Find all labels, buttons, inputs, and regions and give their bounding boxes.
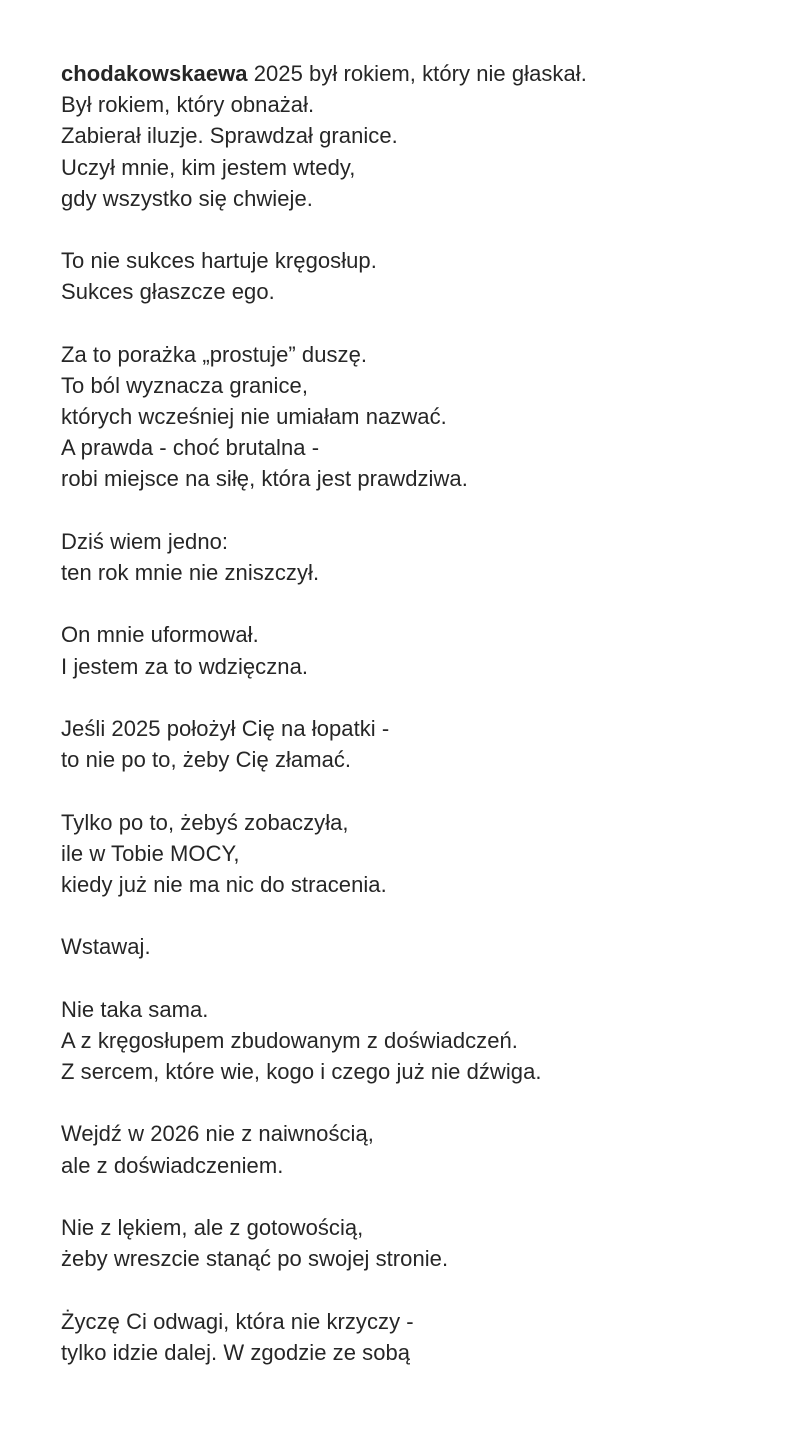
- caption-line: Zabierał iluzje. Sprawdzał granice.: [61, 123, 398, 149]
- stanza-break: [61, 682, 761, 713]
- caption-text: 2025 był rokiem, który nie głaskał.: [253, 61, 587, 86]
- caption-line: Tylko po to, żebyś zobaczyła,: [61, 809, 349, 835]
- caption-line: Jeśli 2025 położył Cię na łopatki -: [61, 715, 390, 741]
- caption-line: Wejdź w 2026 nie z naiwnością,: [61, 1121, 374, 1147]
- caption-line: robi miejsce na siłę, która jest prawdziwa.: [61, 466, 468, 492]
- caption-line: Życzę Ci odwagi, która nie krzyczy -: [61, 1308, 414, 1334]
- caption-line: gdy wszystko się chwieje.: [61, 185, 313, 211]
- caption-line: [61, 58, 761, 89]
- caption-line: Dziś wiem jedno:: [61, 528, 229, 554]
- stanza-break: [61, 588, 761, 619]
- caption-line: A z kręgosłupem zbudowanym z doświadczeń.: [61, 1027, 518, 1053]
- caption-line: Wstawaj.: [61, 934, 151, 960]
- stanza-break: [61, 495, 761, 526]
- caption-line: Nie z lękiem, ale z gotowością,: [61, 1214, 364, 1240]
- stanza-break: [61, 962, 761, 993]
- caption-line: żeby wreszcie stanąć po swojej stronie.: [61, 1246, 449, 1272]
- caption-line: Z sercem, które wie, kogo i czego już nie dźwiga.: [61, 1059, 542, 1084]
- stanza-break: [61, 1274, 761, 1305]
- caption-line: Uczył mnie, kim jestem wtedy,: [61, 154, 356, 180]
- caption-line: Sukces głaszcze ego.: [61, 279, 275, 305]
- caption-line: A prawda - choć brutalna -: [61, 435, 320, 461]
- caption-line: ile w Tobie MOCY,: [61, 840, 240, 866]
- caption-line: to nie po to, żeby Cię złamać.: [61, 747, 352, 773]
- caption-line: Był rokiem, który obnażał.: [61, 92, 315, 118]
- caption-line: Nie taka sama.: [61, 996, 209, 1022]
- username-link[interactable]: chodakowskaewa: [61, 61, 248, 86]
- post-caption: [61, 58, 761, 1368]
- caption-line: których wcześniej nie umiałam nazwać.: [61, 404, 447, 430]
- stanza-break: [61, 1087, 761, 1118]
- stanza-break: [61, 214, 761, 245]
- caption-line: kiedy już nie ma nic do stracenia.: [61, 871, 387, 897]
- caption-line: To nie sukces hartuje kręgosłup.: [61, 248, 377, 274]
- caption-line: To ból wyznacza granice,: [61, 372, 308, 398]
- stanza-break: [61, 308, 761, 339]
- stanza-break: [61, 900, 761, 931]
- caption-line: I jestem za to wdzięczna.: [61, 653, 309, 679]
- stanza-break: [61, 1181, 761, 1212]
- caption-line: On mnie uformował.: [61, 622, 259, 648]
- caption-line: Za to porażka „prostuje” duszę.: [61, 341, 368, 367]
- stanza-break: [61, 775, 761, 806]
- caption-line: tylko idzie dalej. W zgodzie ze sobą: [61, 1339, 411, 1365]
- caption-line: ten rok mnie nie zniszczył.: [61, 560, 320, 585]
- caption-line: ale z doświadczeniem.: [61, 1152, 284, 1178]
